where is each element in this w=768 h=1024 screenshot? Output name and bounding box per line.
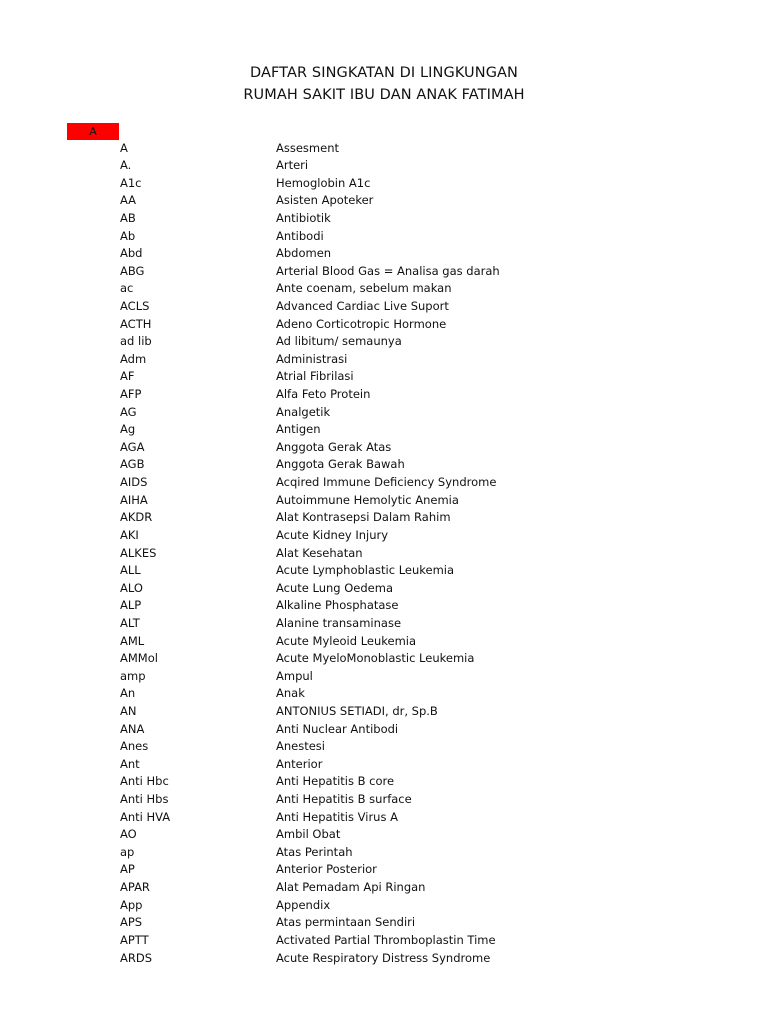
abbreviation-term: AGA — [120, 439, 145, 454]
abbreviation-term: AG — [120, 404, 137, 419]
abbreviation-row — [0, 809, 768, 827]
abbreviation-meaning: Acute Kidney Injury — [276, 527, 389, 542]
abbreviation-row — [0, 721, 768, 739]
abbreviation-term: APS — [120, 915, 143, 930]
abbreviation-term: A. — [120, 158, 132, 173]
abbreviation-row — [0, 333, 768, 351]
abbreviation-term: ac — [120, 281, 134, 296]
abbreviation-meaning: Alat Kesehatan — [276, 545, 363, 560]
abbreviation-meaning: Appendix — [276, 897, 331, 912]
abbreviation-meaning: Adeno Corticotropic Hormone — [276, 316, 447, 331]
abbreviation-meaning: Acute Myleoid Leukemia — [276, 633, 417, 648]
abbreviation-row — [0, 914, 768, 932]
abbreviation-row — [0, 263, 768, 281]
document-title-line-2: RUMAH SAKIT IBU DAN ANAK FATIMAH — [243, 87, 525, 103]
abbreviation-term: Anti Hbc — [120, 774, 169, 789]
abbreviation-row — [0, 756, 768, 774]
abbreviation-row — [0, 773, 768, 791]
abbreviation-row — [0, 421, 768, 439]
abbreviation-meaning: Anti Nuclear Antibodi — [276, 721, 399, 736]
abbreviation-term: ap — [120, 844, 135, 859]
abbreviation-meaning: Autoimmune Hemolytic Anemia — [276, 492, 459, 507]
abbreviation-row — [0, 368, 768, 386]
abbreviation-term: Anti Hbs — [120, 792, 169, 807]
abbreviation-row — [0, 633, 768, 651]
abbreviation-term: AP — [120, 862, 135, 877]
abbreviation-row — [0, 844, 768, 862]
abbreviation-meaning: Anestesi — [276, 739, 325, 754]
abbreviation-meaning: Advanced Cardiac Live Suport — [276, 298, 449, 313]
abbreviation-term: ad lib — [120, 334, 152, 349]
abbreviation-row — [0, 210, 768, 228]
abbreviation-row — [0, 228, 768, 246]
abbreviation-term: ANA — [120, 721, 145, 736]
abbreviation-meaning: Alat Pemadam Api Ringan — [276, 880, 426, 895]
abbreviation-meaning: Anggota Gerak Atas — [276, 439, 392, 454]
abbreviation-term: AA — [120, 193, 137, 208]
abbreviation-term: A — [120, 140, 128, 155]
abbreviation-term: Anes — [120, 739, 149, 754]
section-letter-badge: A — [67, 123, 119, 140]
abbreviation-row — [0, 861, 768, 879]
abbreviation-term: AML — [120, 633, 145, 648]
abbreviation-term: ABG — [120, 263, 145, 278]
abbreviation-meaning: Anak — [276, 686, 305, 701]
abbreviation-meaning: Atas permintaan Sendiri — [276, 915, 416, 930]
abbreviation-term: AIHA — [120, 492, 148, 507]
abbreviation-meaning: Hemoglobin A1c — [276, 175, 371, 190]
abbreviation-row — [0, 316, 768, 334]
abbreviation-term: Ag — [120, 422, 136, 437]
abbreviation-row — [0, 738, 768, 756]
abbreviation-term: ALP — [120, 598, 142, 613]
abbreviation-term: App — [120, 897, 143, 912]
abbreviation-meaning: Anggota Gerak Bawah — [276, 457, 405, 472]
abbreviation-term: Abd — [120, 246, 143, 261]
abbreviation-row — [0, 562, 768, 580]
abbreviation-row — [0, 932, 768, 950]
abbreviation-row — [0, 615, 768, 633]
abbreviation-meaning: Anti Hepatitis Virus A — [276, 809, 398, 824]
abbreviation-meaning: Acute Lymphoblastic Leukemia — [276, 563, 455, 578]
abbreviation-meaning: Ampul — [276, 668, 313, 683]
abbreviation-term: ALT — [120, 615, 140, 630]
abbreviation-row — [0, 175, 768, 193]
abbreviation-meaning: Anti Hepatitis B core — [276, 774, 395, 789]
abbreviation-meaning: ANTONIUS SETIADI, dr, Sp.B — [276, 704, 438, 718]
abbreviation-meaning: Asisten Apoteker — [276, 193, 374, 208]
abbreviation-row — [0, 439, 768, 457]
abbreviation-row — [0, 474, 768, 492]
abbreviation-row — [0, 685, 768, 703]
abbreviation-row — [0, 703, 768, 721]
abbreviation-row — [0, 298, 768, 316]
abbreviation-row — [0, 456, 768, 474]
abbreviation-meaning: Arterial Blood Gas = Analisa gas darah — [276, 263, 500, 278]
abbreviation-term: ACTH — [120, 316, 152, 331]
abbreviation-row — [0, 245, 768, 263]
abbreviation-row — [0, 527, 768, 545]
abbreviation-meaning: Alanine transaminase — [276, 615, 402, 630]
abbreviation-term: Ab — [120, 228, 136, 243]
abbreviation-row — [0, 140, 768, 158]
abbreviation-list — [0, 140, 768, 968]
abbreviation-meaning: Acute MyeloMonoblastic Leukemia — [276, 651, 475, 666]
abbreviation-meaning: Arteri — [276, 158, 309, 173]
abbreviation-term: AF — [120, 369, 135, 384]
abbreviation-term: Adm — [120, 351, 147, 366]
abbreviation-meaning: Abdomen — [276, 246, 332, 261]
abbreviation-term: APTT — [120, 932, 149, 947]
abbreviation-term: AN — [120, 704, 137, 718]
abbreviation-row — [0, 580, 768, 598]
abbreviation-term: amp — [120, 668, 146, 683]
abbreviation-row — [0, 791, 768, 809]
abbreviation-meaning: Ante coenam, sebelum makan — [276, 281, 452, 296]
abbreviation-term: ALKES — [120, 545, 157, 560]
abbreviation-meaning: Alat Kontrasepsi Dalam Rahim — [276, 510, 451, 525]
abbreviation-term: ALL — [120, 563, 141, 578]
abbreviation-meaning: Antigen — [276, 422, 321, 437]
abbreviation-term: An — [120, 686, 136, 701]
abbreviation-meaning: Alkaline Phosphatase — [276, 598, 399, 613]
abbreviation-row — [0, 157, 768, 175]
abbreviation-row — [0, 351, 768, 369]
abbreviation-term: AFP — [120, 387, 142, 402]
abbreviation-term: A1c — [120, 175, 142, 190]
abbreviation-meaning: Antibodi — [276, 228, 324, 243]
abbreviation-term: AKDR — [120, 510, 153, 525]
abbreviation-term: ALO — [120, 580, 143, 595]
abbreviation-term: AIDS — [120, 475, 148, 490]
abbreviation-meaning: Acute Respiratory Distress Syndrome — [276, 950, 491, 965]
abbreviation-row — [0, 545, 768, 563]
abbreviation-row — [0, 492, 768, 510]
abbreviation-term: AB — [120, 210, 136, 225]
abbreviation-meaning: Atrial Fibrilasi — [276, 369, 354, 384]
abbreviation-row — [0, 386, 768, 404]
abbreviation-term: AKI — [120, 527, 139, 542]
abbreviation-term: AMMol — [120, 651, 158, 666]
abbreviation-term: ACLS — [120, 298, 150, 313]
abbreviation-term: Ant — [120, 756, 140, 771]
abbreviation-row — [0, 897, 768, 915]
abbreviation-row — [0, 668, 768, 686]
abbreviation-row — [0, 650, 768, 668]
abbreviation-meaning: Anti Hepatitis B surface — [276, 792, 412, 807]
abbreviation-meaning: Atas Perintah — [276, 844, 353, 859]
abbreviation-meaning: Ad libitum/ semaunya — [276, 334, 402, 349]
abbreviation-row — [0, 879, 768, 897]
abbreviation-row — [0, 509, 768, 527]
abbreviation-term: AO — [120, 827, 137, 842]
abbreviation-meaning: Assesment — [276, 140, 339, 155]
document-title-line-1: DAFTAR SINGKATAN DI LINGKUNGAN — [249, 65, 519, 81]
abbreviation-meaning: Anterior — [276, 756, 323, 771]
abbreviation-meaning: Alfa Feto Protein — [276, 387, 371, 402]
abbreviation-meaning: Acute Lung Oedema — [276, 580, 394, 595]
abbreviation-term: APAR — [120, 880, 150, 895]
abbreviation-term: AGB — [120, 457, 145, 472]
abbreviation-row — [0, 280, 768, 298]
abbreviation-row — [0, 597, 768, 615]
abbreviation-row — [0, 826, 768, 844]
abbreviation-meaning: Administrasi — [276, 351, 348, 366]
abbreviation-row — [0, 950, 768, 968]
abbreviation-meaning: Ambil Obat — [276, 827, 341, 842]
abbreviation-term: Anti HVA — [120, 809, 171, 824]
abbreviation-meaning: Antibiotik — [276, 210, 331, 225]
abbreviation-row — [0, 404, 768, 422]
abbreviation-meaning: Analgetik — [276, 404, 331, 419]
abbreviation-term: ARDS — [120, 950, 153, 965]
abbreviation-meaning: Acqired Immune Deficiency Syndrome — [276, 475, 497, 490]
abbreviation-meaning: Anterior Posterior — [276, 862, 377, 877]
abbreviation-row — [0, 192, 768, 210]
abbreviation-meaning: Activated Partial Thromboplastin Time — [276, 932, 496, 947]
